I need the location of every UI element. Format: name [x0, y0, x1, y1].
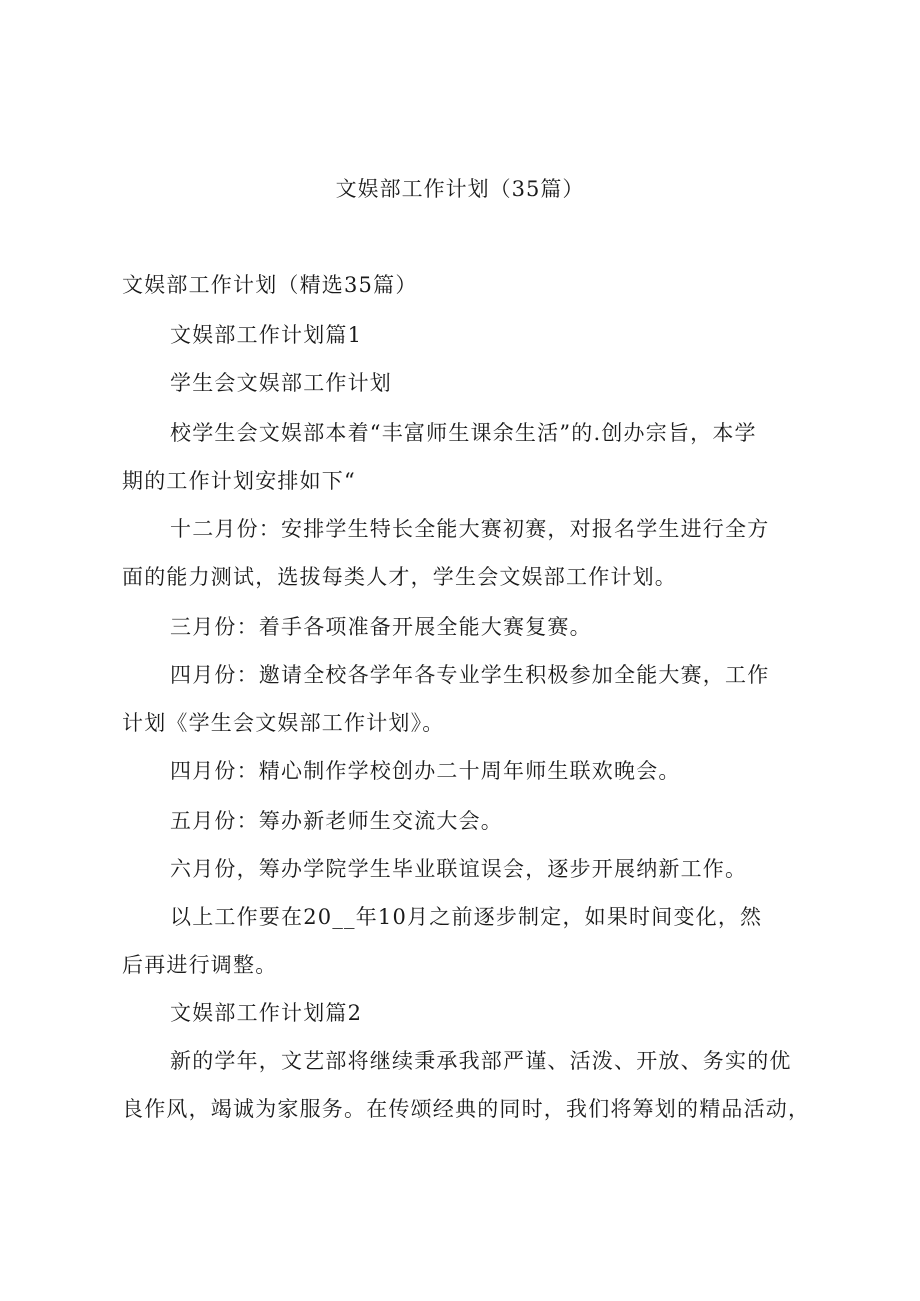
paragraph-line: 良作风，竭诚为家服务。在传颂经典的同时，我们将筹划的精品活动，	[122, 1097, 811, 1121]
paragraph-line: 六月份，筹办学院学生毕业联谊误会，逐步开展纳新工作。	[170, 857, 748, 881]
paragraph-line: 学生会文娱部工作计划	[170, 371, 392, 395]
paragraph-line: 计划《学生会文娱部工作计划》。	[122, 711, 445, 735]
paragraph-line: 五月份：筹办新老师生交流大会。	[170, 809, 503, 833]
paragraph-line: 以上工作要在20__年10月之前逐步制定，如果时间变化，然	[170, 905, 763, 929]
section-heading: 文娱部工作计划篇2	[170, 1001, 363, 1025]
paragraph-line: 面的能力测试，选拔每类人才，学生会文娱部工作计划。	[122, 565, 677, 589]
paragraph-line: 四月份：精心制作学校创办二十周年师生联欢晚会。	[170, 759, 681, 783]
paragraph-line: 四月份：邀请全校各学年各专业学生积极参加全能大赛，工作	[170, 663, 770, 687]
paragraph-line: 新的学年，文艺部将继续秉承我部严谨、活泼、开放、务实的优	[170, 1049, 792, 1073]
paragraph-line: 三月份：着手各项准备开展全能大赛复赛。	[170, 615, 592, 639]
paragraph-line: 十二月份：安排学生特长全能大赛初赛，对报名学生进行全方	[170, 517, 770, 541]
paragraph-line: 期的工作计划安排如下“	[122, 469, 356, 493]
section-heading: 文娱部工作计划篇1	[170, 323, 363, 347]
subtitle-line: 文娱部工作计划（精选35篇）	[122, 273, 418, 297]
paragraph-line: 校学生会文娱部本着“丰富师生课余生活”的.创办宗旨，本学	[170, 421, 757, 445]
paragraph-line: 后再进行调整。	[122, 953, 278, 977]
document-title: 文娱部工作计划（35篇）	[335, 177, 585, 201]
